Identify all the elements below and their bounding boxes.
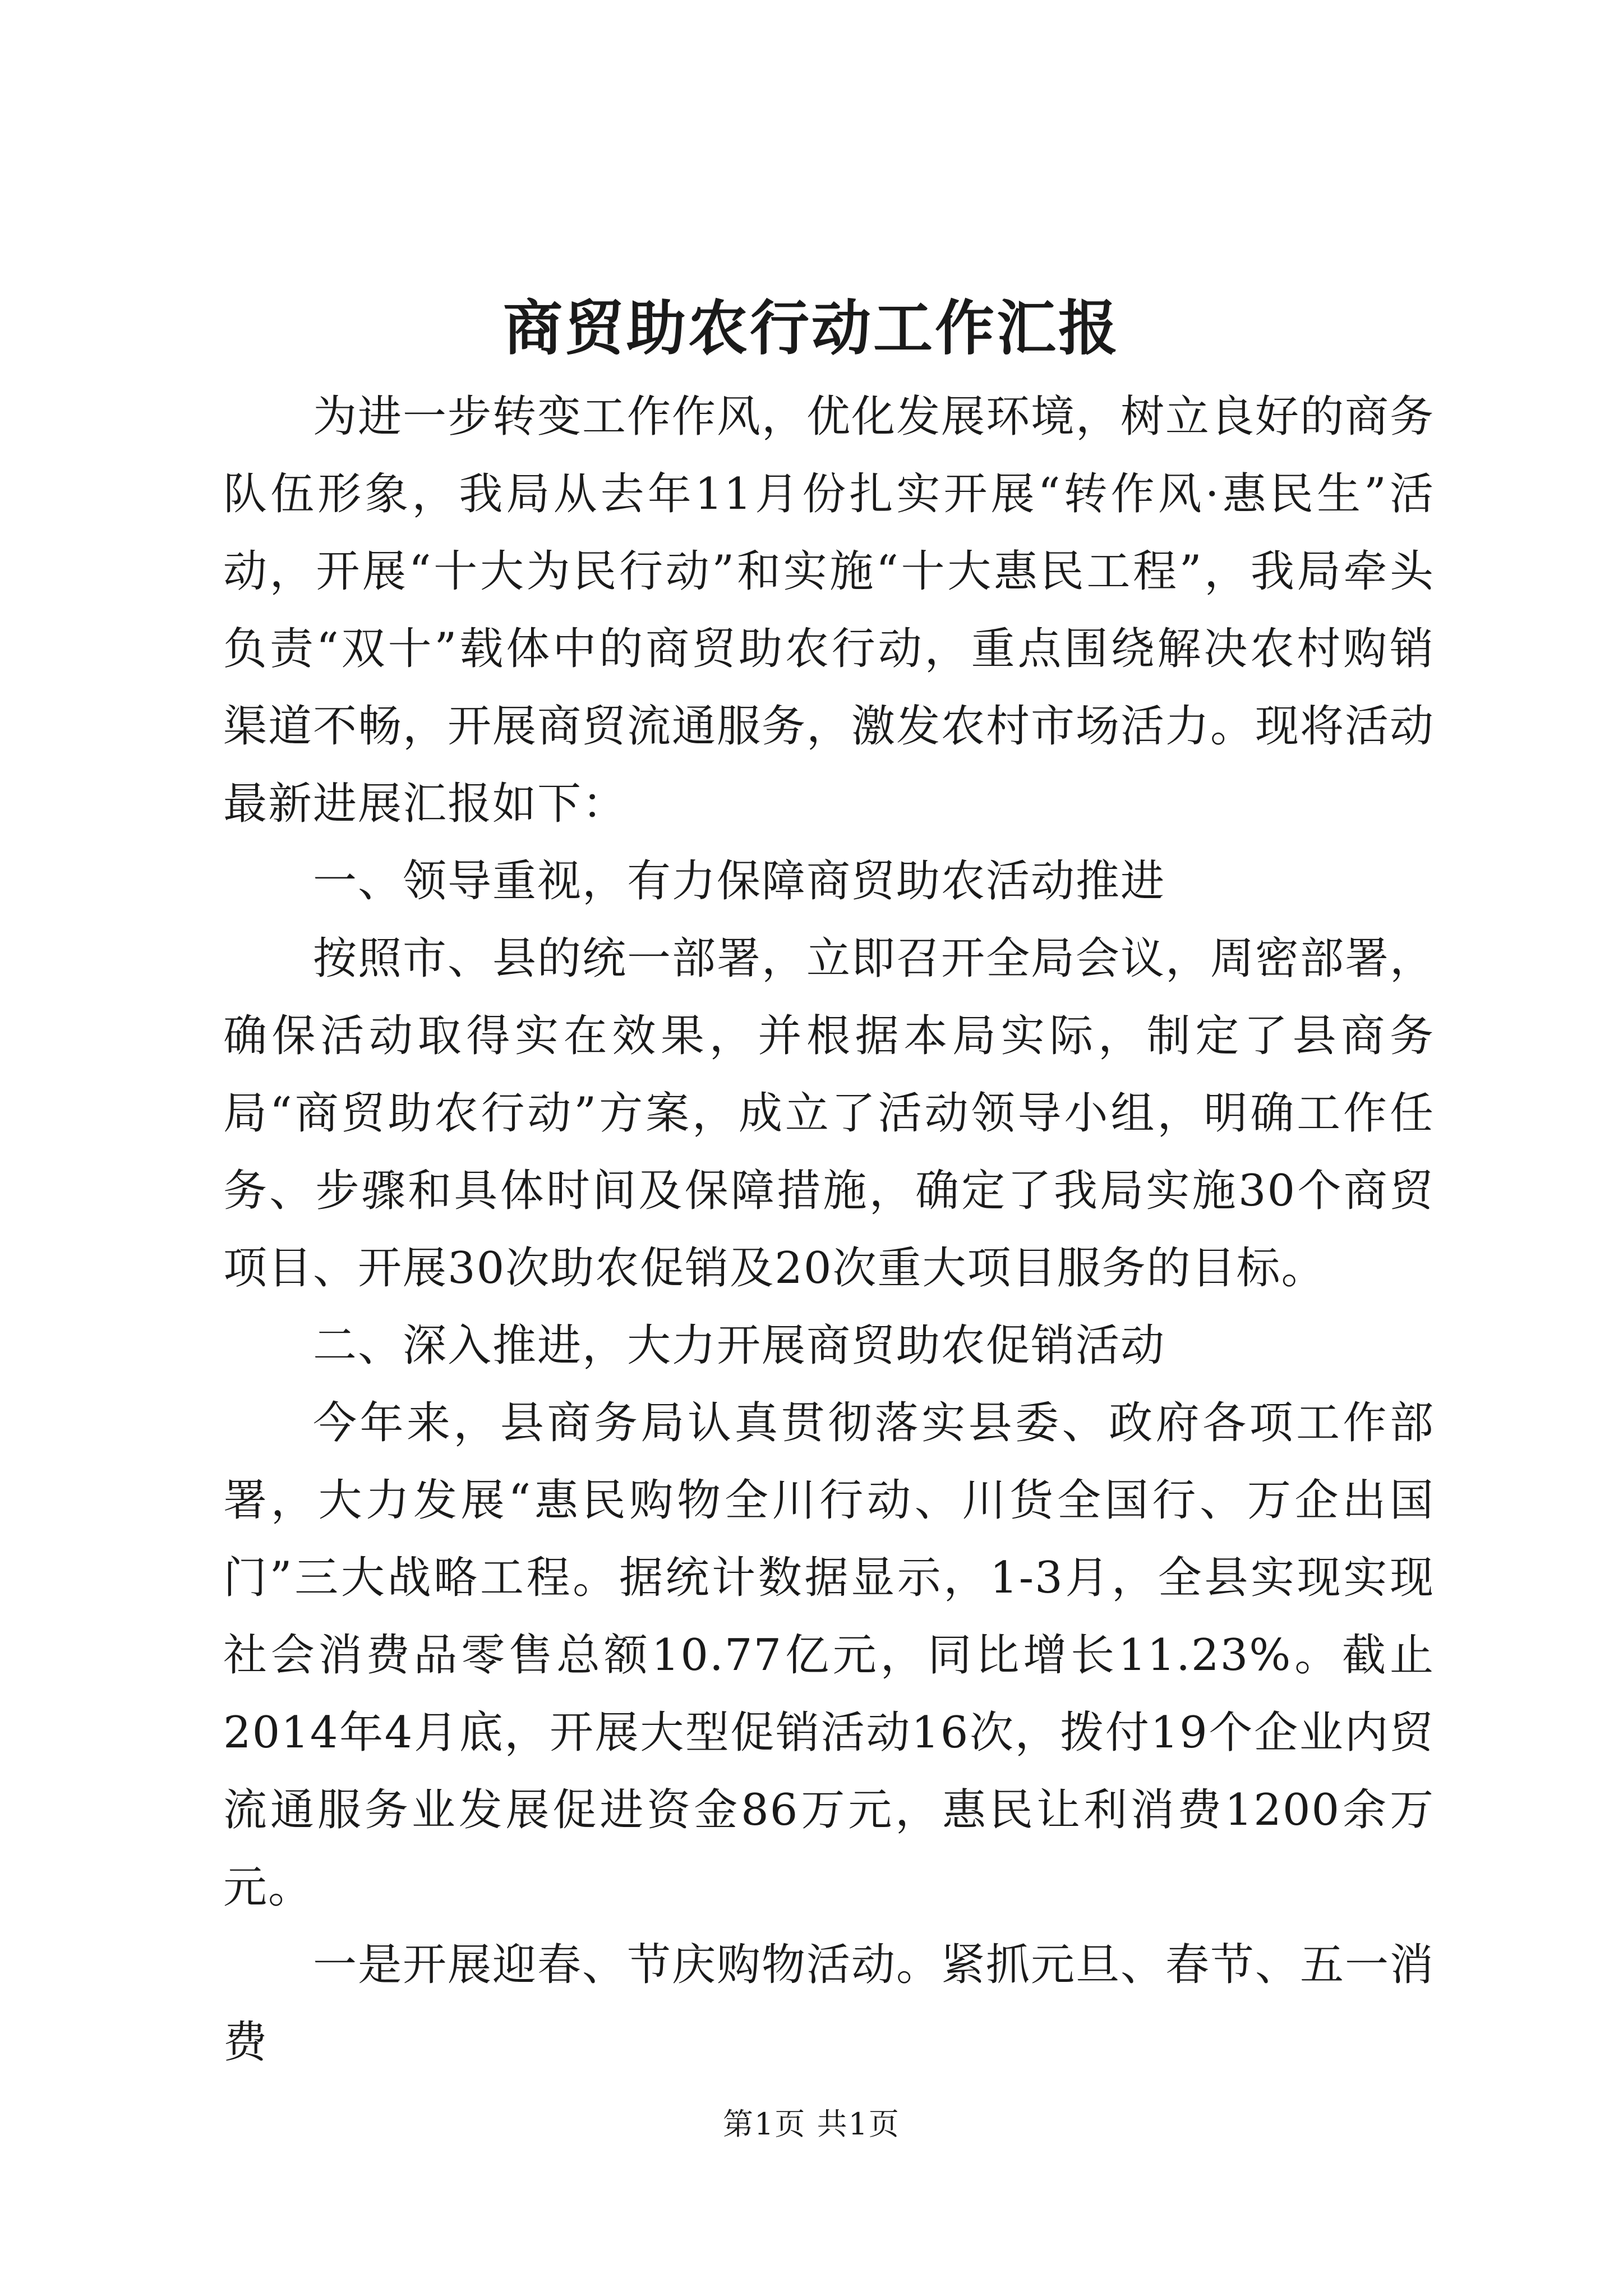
document-body [223, 378, 1435, 2081]
section-heading-1: 一、领导重视，有力保障商贸助农活动推进 [313, 856, 1166, 907]
section-heading-2: 二、深入推进，大力开展商贸助农促销活动 [313, 1320, 1166, 1371]
section-2-paragraph: 今年来，县商务局认真贯彻落实县委、政府各项工作部署，大力发展“惠民购物全川行动、川货全国行、万企出国门”三大战略工程。据统计数据显示，1-3月，全县实现实现社会消费品零售总额10.77亿元，同比增长11.23%。截止2014年4月底，开展大型促销活动16次，拨付19个企业内贸流通服务业发展促进资金86万元，惠民让利消费1200余万元。 [223, 1398, 1435, 1913]
intro-paragraph: 为进一步转变工作作风，优化发展环境，树立良好的商务队伍形象，我局从去年11月份扎实开展“转作风·惠民生”活动，开展“十大为民行动”和实施“十大惠民工程”，我局牵头负责“双十”载体中的商贸助农行动，重点围绕解决农村购销渠道不畅，开展商贸流通服务，激发农村市场活力。现将活动最新进展汇报如下： [223, 392, 1435, 829]
section-1-paragraph: 按照市、县的统一部署，立即召开全局会议，周密部署，确保活动取得实在效果，并根据本局实际，制定了县商务局“商贸助农行动”方案，成立了活动领导小组，明确工作任务、步骤和具体时间及保障措施，确定了我局实施30个商贸项目、开展30次助农促销及20次重大项目服务的目标。 [223, 933, 1435, 1294]
section-2-item-1-paragraph: 一是开展迎春、节庆购物活动。紧抓元旦、春节、五一消费 [223, 1940, 1435, 2068]
page-footer: 第1页 共1页 [723, 2106, 900, 2142]
document-title: 商贸助农行动工作汇报 [503, 293, 1120, 363]
